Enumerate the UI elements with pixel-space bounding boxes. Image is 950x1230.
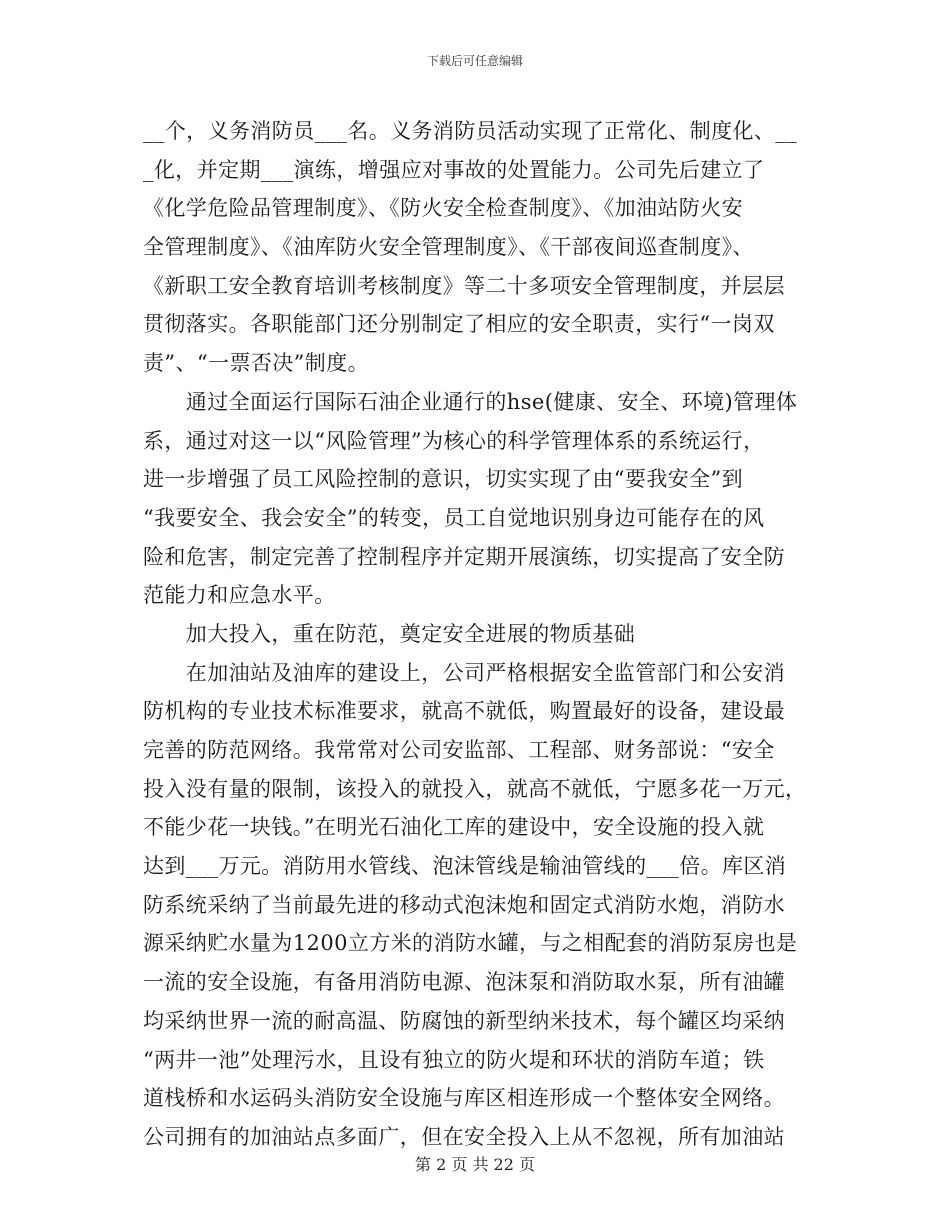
text-line: 达到___万元。消防用水管线、泡沫管线是输油管线的___倍。库区消 — [143, 854, 787, 879]
text-line: 不能少花一块钱。”在明光石油化工库的建设中，安全设施的投入就 — [143, 815, 765, 840]
text-line: 通过全面运行国际石油企业通行的hse(健康、安全、环境)管理体 — [143, 389, 798, 414]
text-line: 责”、“一票否决”制度。 — [143, 351, 370, 376]
page-header: 下载后可任意编辑 — [426, 54, 523, 68]
document-body — [143, 112, 823, 1157]
text-line: 贯彻落实。各职能部门还分别制定了相应的安全职责，实行“一岗双 — [143, 312, 775, 337]
page-number-footer: 第 2 页 共 22 页 — [415, 1155, 535, 1174]
text-line: 范能力和应急水平。 — [143, 583, 336, 608]
text-line: 完善的防范网络。我常常对公司安监部、工程部、财务部说：“安全 — [143, 738, 775, 762]
text-line: 险和危害，制定完善了控制程序并定期开展演练，切实提高了安全防 — [143, 544, 785, 569]
text-line: 防机构的专业技术标准要求，就高不就低，购置最好的设备，建设最 — [143, 699, 785, 724]
text-line: “两井一池”处理污水，且设有独立的防火堤和环状的消防车道；铁 — [143, 1047, 765, 1072]
text-line: 防系统采纳了当前最先进的移动式泡沫炮和固定式消防水炮，消防水 — [143, 892, 785, 917]
text-line: 源采纳贮水量为1200立方米的消防水罐，与之相配套的消防泵房也是 — [143, 931, 798, 956]
text-line: 投入没有量的限制，该投入的就投入，就高不就低，宁愿多花一万元， — [143, 776, 807, 801]
text-line: 道栈桥和水运码头消防安全设施与库区相连形成一个整体安全网络。 — [143, 1086, 785, 1111]
section-heading: 加大投入，重在防范，奠定安全进展的物质基础 — [143, 621, 636, 646]
text-line: “我要安全、我会安全”的转变，员工自觉地识别身边可能存在的风 — [143, 505, 765, 530]
text-line: 《化学危险品管理制度》、《防火安全检查制度》、《加油站防火安 — [143, 196, 743, 221]
text-line: __个，义务消防员___名。义务消防员活动实现了正常化、制度化、__ — [143, 119, 798, 143]
text-line: 进一步增强了员工风险控制的意识，切实实现了由“要我安全”到 — [143, 467, 744, 492]
text-line: _化，并定期___演练，增强应对事故的处置能力。公司先后建立了 — [143, 157, 765, 182]
text-line: 《新职工安全教育培训考核制度》等二十多项安全管理制度，并层层 — [143, 273, 785, 298]
text-line: 系，通过对这一以“风险管理”为核心的科学管理体系的系统运行， — [143, 428, 765, 453]
text-line: 公司拥有的加油站点多面广，但在安全投入上从不忽视，所有加油站 — [143, 1124, 785, 1149]
text-line: 均采纳世界一流的耐高温、防腐蚀的新型纳米技术，每个罐区均采纳 — [143, 1008, 785, 1033]
text-line: 一流的安全设施，有备用消防电源、泡沫泵和消防取水泵，所有油罐 — [143, 970, 785, 995]
text-line: 全管理制度》、《油库防火安全管理制度》、《干部夜间巡查制度》、 — [143, 235, 754, 260]
text-line: 在加油站及油库的建设上，公司严格根据安全监管部门和公安消 — [143, 660, 785, 685]
